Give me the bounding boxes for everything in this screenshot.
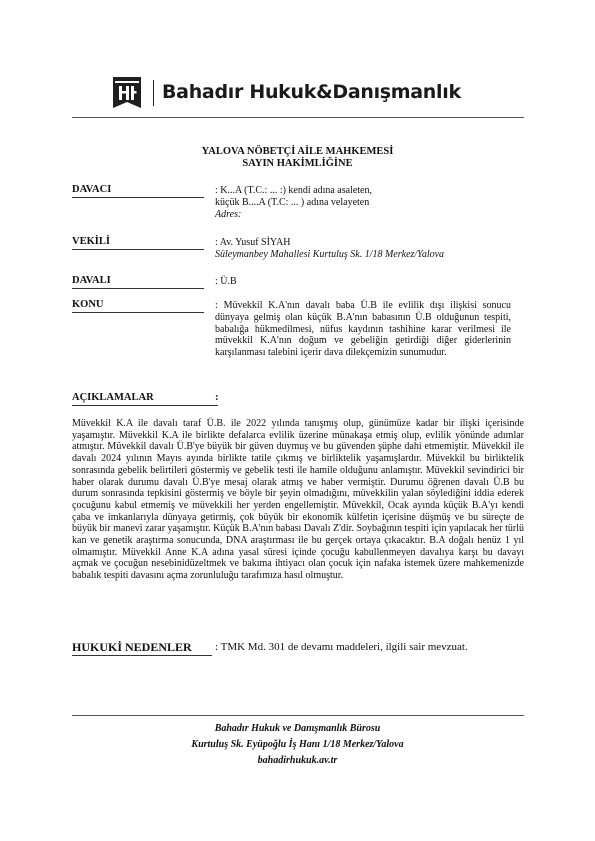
vekili-label: VEKİLİ — [72, 236, 110, 247]
davaci-label: DAVACI — [72, 184, 112, 195]
aciklamalar-underline — [72, 405, 218, 406]
aciklamalar-colon: : — [215, 392, 219, 403]
footer-address: Kurtuluş Sk. Eyüpoğlu İş Hanı 1/18 Merkez/Yalova — [191, 739, 404, 750]
hukuki-label: HUKUKİ NEDENLER — [72, 640, 192, 654]
vekili-underline — [72, 249, 204, 250]
court-address: SAYIN HAKİMLİĞİNE — [242, 158, 353, 169]
davali-value: : Ü.B — [215, 276, 237, 287]
aciklamalar-text: Müvekkil K.A ile davalı taraf Ü.B. ile 2022 yılında tanışmış olup, günümüze kadar bir ilişki içerisinde yaşamıştır. Müvekkil K.A ile birlikte defalarca evlilik üzerine münakaşa etmiş olup, evlilik yönünde adımlar atmıştır. Müvekkil davalı Ü.B'ye büyük bir güven duymuş ve bu güvenden şüphe dahi etmemiştir. Müvekkil ile davalı 2024 yılının Mayıs ayında birlikte tatile çıkmış ve birliktelik yaşamışlardır. Müvekkil bu birliktelik sonrasında gebelik belirtileri göstermiş ve gebelik testi ile hamile olduğunu anlamıştır. Müvekkil sevindirici bir haber olarak durumu davalı Ü.B'ye mesaj olarak atmış ve haber vermiştir. Durumu öğrenen davalı Ü.B bu durum sonrasında tepkisini göstermiş ve böyle bir şeyin olmadığını, müvekkilin yalan söylediğini iddia ederek çocuğunu kabul etmemiş ve müvekkili her yerden engellemiştir. Müvekkil, Ocak ayında küçük B.A'yı kendi çaba ve imkanlarıyla dünyaya getirmiş, çok büyük bir ekonomik külfetin içerisine düşmüş ve bu süreçte de büyük bir manevi zarar yaşamıştır. Küçük B.A'nın babası Davalı Z'dir. Soybağının tespiti için yapılacak her türlü kan ve genetik araştırma sonucunda, DNA araştırması ile bu gerçek ortaya çıkacaktır. B.A doğalı henüz 1 yıl olmamıştır. Müvekkil Anne K.A adına yasal süresi içinde çocuğu kabullenmeyen davalıya karşı bu davayı açmak ve çocuğun nesebinidüzeltmek ve bakıma ihtiyacı olan çocuk için nafaka istemek üzere mahkemenizde babalık tespiti davasını açma zorunluluğu tarafımıza hasıl olmuştur. — [72, 418, 524, 582]
logo-separator — [153, 80, 154, 106]
davaci-underline — [72, 197, 204, 198]
header-divider — [72, 117, 524, 118]
davaci-line1: : K...A (T.C.: ... :) kendi adına asaleten, — [215, 185, 372, 196]
aciklamalar-label: AÇIKLAMALAR — [72, 392, 154, 403]
footer-divider — [72, 715, 524, 716]
hukuki-underline — [72, 655, 212, 656]
footer-firm: Bahadır Hukuk ve Danışmanlık Bürosu — [214, 723, 381, 734]
court-name: YALOVA NÖBETÇİ AİLE MAHKEMESİ — [201, 146, 394, 157]
vekili-name: : Av. Yusuf SİYAH — [215, 237, 291, 248]
konu-label: KONU — [72, 299, 104, 310]
logo-icon — [112, 77, 142, 108]
davaci-address: Adres: — [215, 209, 242, 220]
davali-label: DAVALI — [72, 275, 111, 286]
hukuki-value: : TMK Md. 301 de devamı maddeleri, ilgili sair mevzuat. — [215, 641, 468, 653]
footer-website: bahadirhukuk.av.tr — [257, 755, 338, 766]
konu-text: : Müvekkil K.A'nın davalı baba Ü.B ile evlilik dışı ilişkisi sonucu dünyaya gelmiş olan küçük B.A'nın babasının Ü.B olduğunun tespiti, babalığa hükmedilmesi, nüfus kaydının tashihine karar verilmesi ile müvekkil K.A'nın doğum ve gebeliğin getirdiği diğer giderlerinin karşılanması talebini içerir dava dilekçemizin sunumudur. — [215, 300, 511, 359]
davaci-line2: küçük B....A (T.C: ... ) adına velayeten — [215, 197, 370, 208]
brand-name: Bahadır Hukuk&Danışmanlık — [162, 81, 461, 103]
vekili-address: Süleymanbey Mahallesi Kurtuluş Sk. 1/18 Merkez/Yalova — [215, 249, 445, 260]
konu-underline — [72, 312, 204, 313]
davali-underline — [72, 288, 204, 289]
